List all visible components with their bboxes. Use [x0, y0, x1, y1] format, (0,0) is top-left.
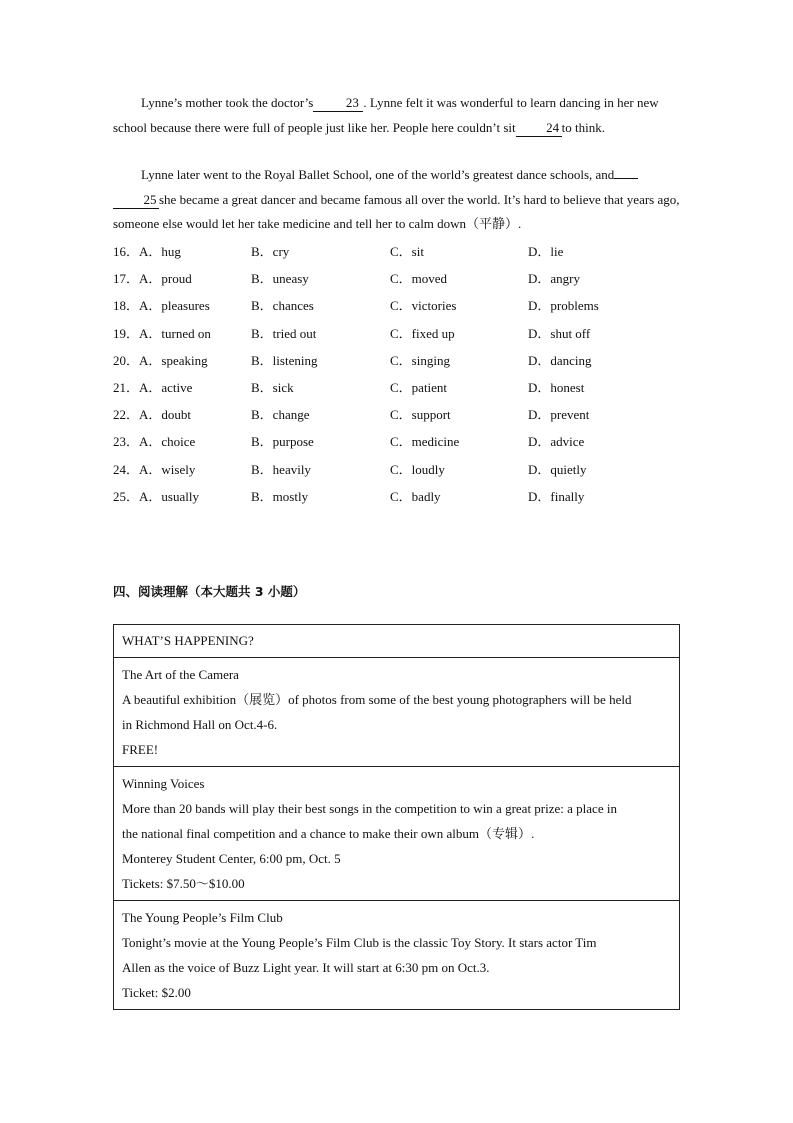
option-b: B．change — [251, 407, 310, 423]
passage-text: she became a great dancer and became famous all over the world. It’s hard to believe that years ago, someone else would let her take medicine and tell her to calm down（平静）. — [113, 191, 680, 231]
option-a: 24．A．wisely — [113, 461, 196, 477]
event-text: Allen as the voice of Buzz Light year. It will start at 6:30 pm on Oct.3. — [122, 960, 490, 975]
option-c: C．badly — [390, 488, 441, 504]
option-d: D．honest — [528, 379, 585, 395]
option-b: B．chances — [251, 298, 314, 314]
option-c: C．sit — [390, 244, 424, 259]
event-block — [114, 767, 679, 901]
option-c: C．victories — [390, 298, 457, 314]
question-row — [113, 267, 681, 294]
section-title: 四、阅读理解（本大题共 3 小题） — [113, 584, 306, 599]
option-b: B．heavily — [251, 461, 311, 477]
notice-box — [113, 624, 680, 1010]
blank-23: 23 — [313, 95, 363, 112]
question-row — [113, 430, 681, 457]
question-row — [113, 322, 681, 349]
option-a: 22．A．doubt — [113, 407, 192, 423]
option-d: D．prevent — [528, 407, 590, 423]
event-title: The Art of the Camera — [122, 667, 239, 682]
option-b: B．tried out — [251, 325, 317, 341]
option-a: 16．A．hug — [113, 244, 181, 259]
option-b: B．sick — [251, 379, 294, 395]
option-c: C．medicine — [390, 434, 460, 450]
event-text: Tonight’s movie at the Young People’s Film Club is the classic Toy Story. It stars actor Tim — [122, 935, 597, 950]
option-c: C．singing — [390, 352, 450, 368]
option-d: D．advice — [528, 434, 585, 450]
event-title: Winning Voices — [122, 776, 205, 791]
passage-paragraph-2 — [113, 163, 681, 237]
option-d: D．dancing — [528, 352, 592, 368]
question-row — [113, 485, 681, 512]
notice-header: WHAT’S HAPPENING? — [114, 625, 679, 658]
option-c: C．support — [390, 407, 451, 423]
event-text: FREE! — [122, 742, 159, 757]
event-text: in Richmond Hall on Oct.4-6. — [122, 717, 278, 732]
question-row — [113, 349, 681, 376]
event-text: the national final competition and a chance to make their own album（专辑）. — [122, 826, 535, 841]
event-block — [114, 901, 679, 1009]
option-a: 17．A．proud — [113, 271, 192, 287]
question-row — [113, 458, 681, 485]
option-d: D．angry — [528, 271, 580, 287]
option-a: 18．A．pleasures — [113, 298, 210, 314]
option-b: B．mostly — [251, 488, 309, 504]
option-b: B．listening — [251, 352, 318, 368]
option-c: C．fixed up — [390, 325, 455, 341]
option-c: C．moved — [390, 271, 448, 287]
question-row — [113, 376, 681, 403]
option-d: D．quietly — [528, 461, 587, 477]
event-text: A beautiful exhibition（展览）of photos from some of the best young photographers will be held — [122, 692, 632, 707]
options-list — [113, 240, 681, 512]
passage-text: Lynne’s mother took the doctor’s — [141, 95, 314, 110]
option-d: D．problems — [528, 298, 599, 314]
option-d: D．shut off — [528, 325, 591, 341]
blank-24: 24 — [516, 120, 562, 137]
question-row — [113, 240, 681, 267]
option-a: 19．A．turned on — [113, 325, 211, 341]
event-title: The Young People’s Film Club — [122, 910, 283, 925]
blank-25: 25 — [113, 192, 159, 209]
passage-text: to think. — [561, 119, 605, 135]
event-text: Ticket: $2.00 — [122, 985, 191, 1000]
option-a: 21．A．active — [113, 379, 193, 395]
passage-text: . Lynne felt it was wonderful to learn dancing in her new school because there were full of people just like her. People here couldn’t sit — [113, 95, 659, 135]
option-a: 20．A．speaking — [113, 352, 208, 368]
option-b: B．cry — [251, 244, 290, 259]
event-text: More than 20 bands will play their best songs in the competition to win a great prize: a place in — [122, 801, 617, 816]
question-row — [113, 403, 681, 430]
passage-paragraph-1 — [113, 91, 681, 140]
option-a: 25．A．usually — [113, 488, 199, 504]
passage-text: Lynne later went to the Royal Ballet School, one of the world’s greatest dance schools, and — [141, 167, 615, 182]
option-d: D．finally — [528, 488, 585, 504]
option-b: B．purpose — [251, 434, 314, 450]
blank-25-lead — [614, 178, 638, 179]
option-d: D．lie — [528, 244, 564, 259]
option-b: B．uneasy — [251, 271, 309, 287]
event-block — [114, 658, 679, 767]
option-c: C．patient — [390, 379, 448, 395]
event-text: Tickets: $7.50～$10.00 — [122, 876, 245, 891]
option-a: 23．A．choice — [113, 434, 196, 450]
event-text: Monterey Student Center, 6:00 pm, Oct. 5 — [122, 851, 341, 866]
option-c: C．loudly — [390, 461, 445, 477]
question-row — [113, 294, 681, 321]
